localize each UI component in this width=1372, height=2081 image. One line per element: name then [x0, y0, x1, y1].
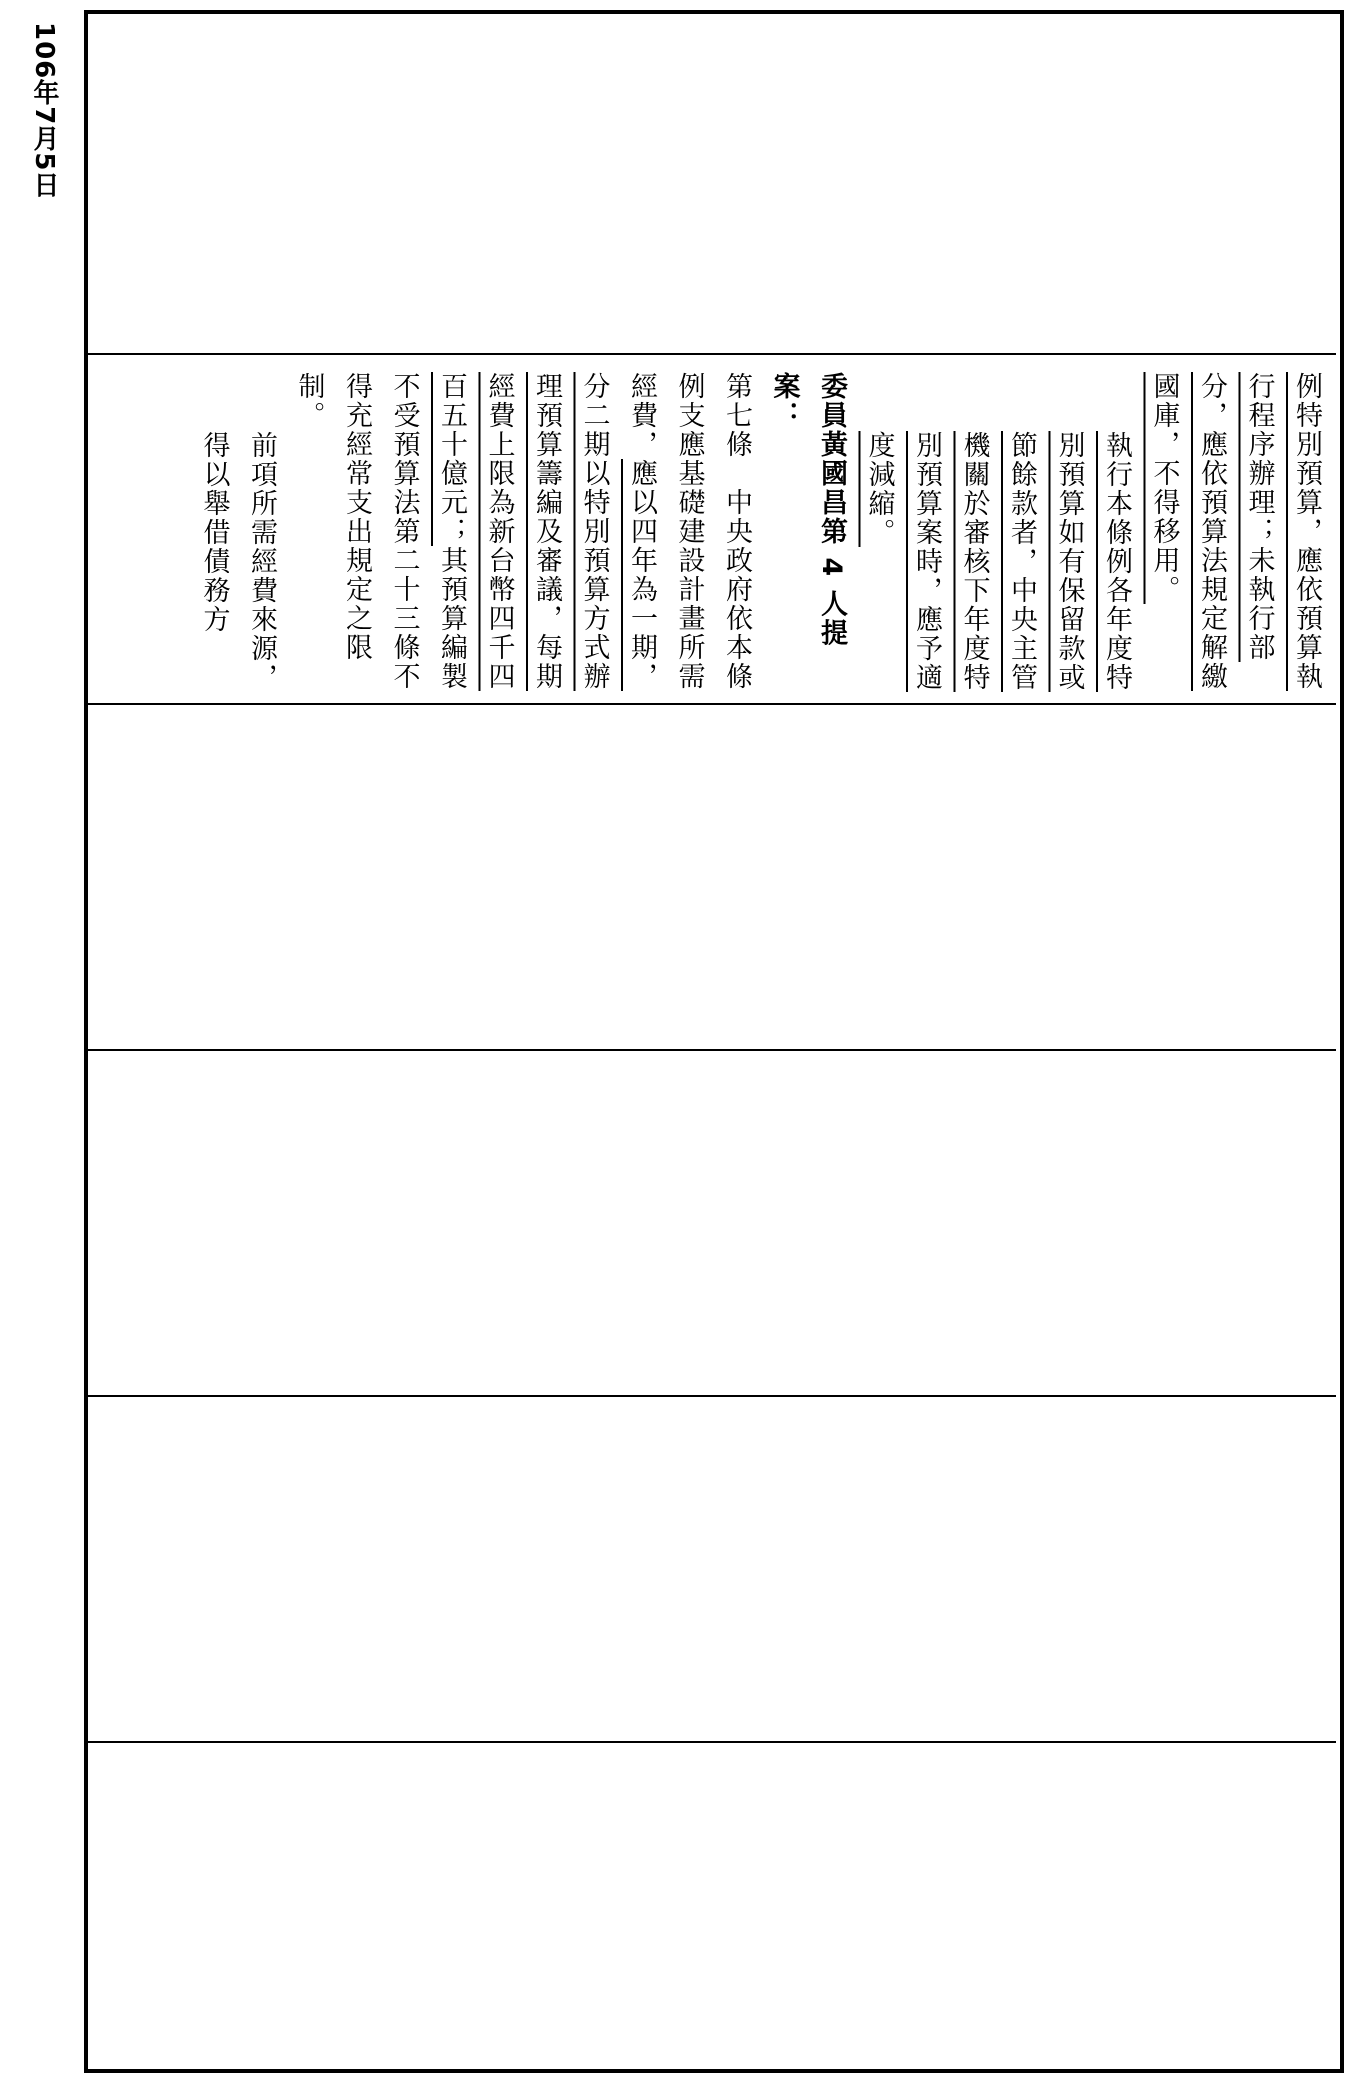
row-divider-1 — [88, 353, 1336, 355]
paragraph-1: 例特別預算，應依預算執行程序辦理；未執行部分，應依預算法規定解繳國庫，不得移用。 — [1148, 372, 1322, 691]
table-cell-2-text — [100, 372, 1330, 702]
paragraph-4: 前項所需經費來源，得以舉借債務方 — [198, 431, 277, 693]
table-cell-4 — [84, 1051, 1340, 1395]
paragraph-2: 執行本條例各年度特別預算如有保留款或節餘款者，中央主管機關於審核下年度特別預算案時，應予適度減縮。 — [863, 431, 1132, 693]
document-date: 106年7月5日 — [29, 22, 59, 199]
article-7: 第七條 中央政府依本條例支應基礎建設計畫所需經費，應以四年為一期，分二期以特別預算方式辦理預算籌編及審議，每期經費上限為新台幣四千四百五十億元；其預算編製不受預算法第二十三條不得充經常支出規定之限制。 — [293, 372, 752, 691]
table-cell-3 — [84, 705, 1340, 1049]
article-label: 第七條 — [721, 372, 752, 459]
table-cell-5 — [84, 1397, 1340, 1741]
table-cell-6 — [84, 1743, 1340, 2069]
table-bottom-border — [84, 2069, 1340, 2073]
table-cell-1 — [84, 14, 1340, 353]
proposal-heading: 委員黃國昌第 4 人提案： — [768, 372, 847, 648]
